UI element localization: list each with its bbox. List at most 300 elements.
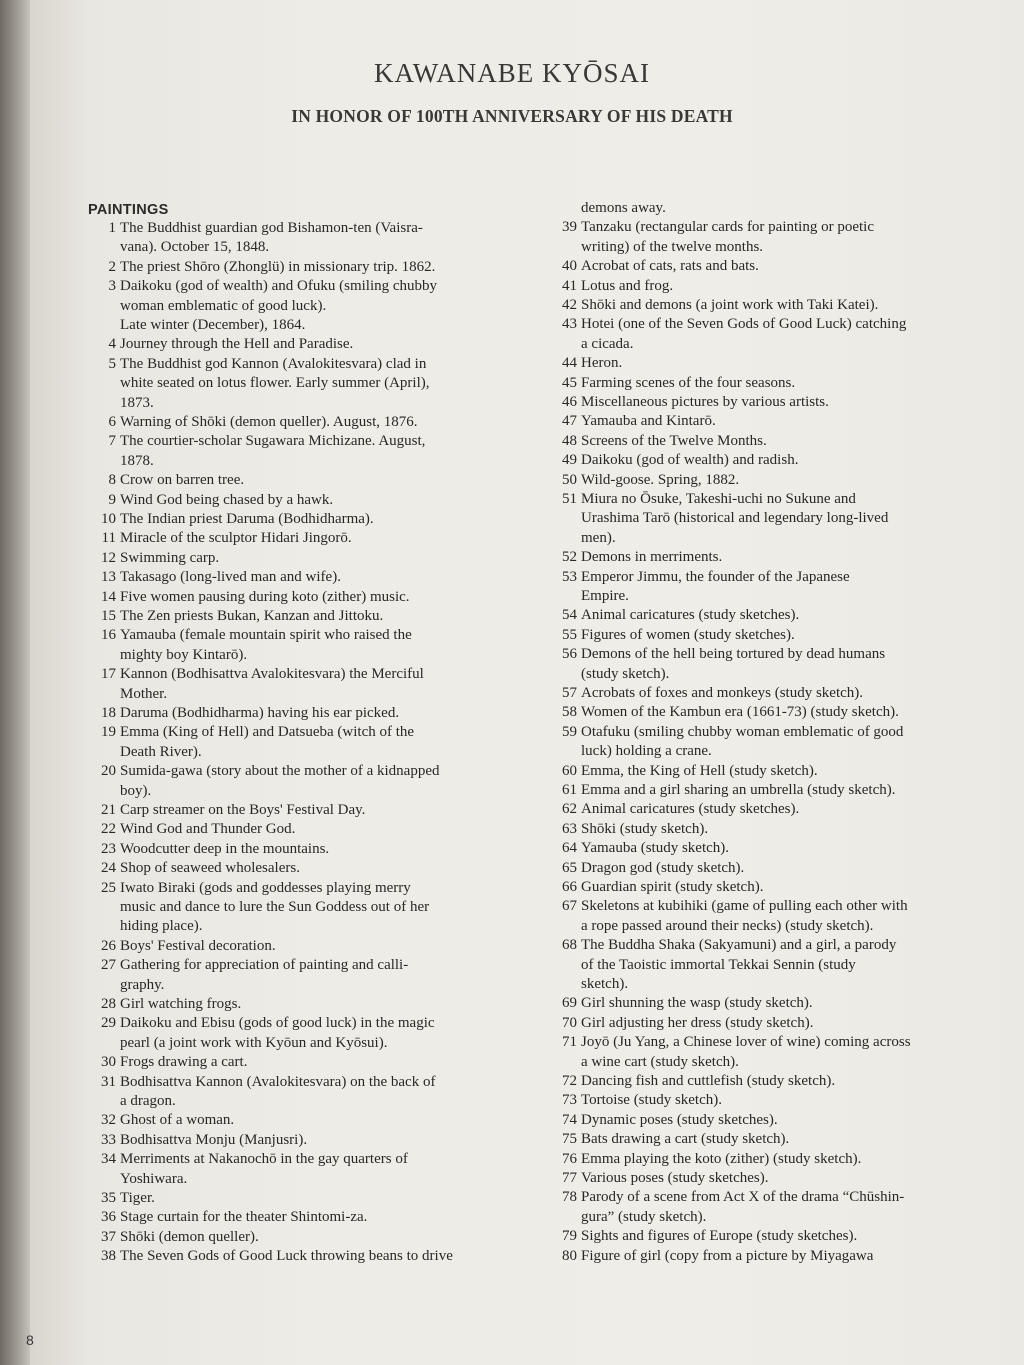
item-text: [581, 1188, 973, 1227]
list-item: [549, 257, 973, 276]
item-number: 63: [562, 820, 577, 837]
item-line: Tortoise (study sketch).: [581, 1092, 723, 1109]
item-text: [581, 820, 973, 839]
page-number: 8: [26, 1332, 34, 1348]
item-number: [549, 199, 581, 218]
item-number: 11: [101, 530, 116, 547]
item-line: (study sketch).: [581, 665, 670, 682]
item-line: Ghost of a woman.: [120, 1112, 235, 1129]
item-line: boy).: [120, 782, 152, 799]
item-text: [581, 703, 973, 722]
item-text: [581, 1033, 973, 1072]
item-text: [581, 412, 973, 431]
item-text: [120, 723, 512, 762]
list-item: [88, 491, 512, 510]
item-line: Iwato Biraki (gods and goddesses playing merry: [120, 879, 411, 896]
item-text: [120, 219, 512, 258]
list-item: [549, 548, 973, 567]
list-item: [88, 820, 512, 839]
list-item: [88, 859, 512, 878]
item-text: [581, 1169, 973, 1188]
item-text: [120, 801, 512, 820]
item-number: 68: [562, 937, 577, 954]
item-line: Miscellaneous pictures by various artists.: [581, 394, 829, 410]
list-item: [88, 801, 512, 820]
item-line: Emma and a girl sharing an umbrella (study sketch).: [581, 782, 896, 798]
item-number: 67: [562, 898, 577, 915]
item-line: Girl watching frogs.: [120, 996, 242, 1012]
item-line: Crow on barren tree.: [120, 472, 245, 489]
item-line: Parody of a scene from Act X of the drama “Chūshin-: [581, 1189, 905, 1206]
item-line: Daikoku (god of wealth) and radish.: [581, 452, 799, 469]
item-text: [120, 820, 512, 839]
item-line: Daruma (Bodhidharma) having his ear picked.: [120, 705, 400, 721]
item-line: Tiger.: [120, 1190, 155, 1206]
item-number: 37: [101, 1228, 116, 1245]
item-line: Journey through the Hell and Paradise.: [120, 336, 354, 353]
list-item: [549, 645, 973, 684]
item-line: Acrobat of cats, rats and bats.: [581, 258, 759, 275]
item-line: Mother.: [120, 685, 168, 702]
item-line: Boys' Festival decoration.: [120, 937, 276, 954]
item-line: white seated on lotus flower. Early summer (April),: [120, 375, 430, 392]
list-item: [88, 1247, 512, 1266]
list-item: [88, 626, 512, 665]
item-text: [581, 315, 973, 354]
list-item: [549, 684, 973, 703]
item-number: 80: [562, 1247, 577, 1264]
item-number: 31: [101, 1073, 116, 1090]
item-text: [120, 995, 512, 1014]
item-number: 44: [562, 355, 577, 372]
list-item: [549, 859, 973, 878]
list-item: [549, 936, 973, 994]
item-text: [581, 199, 973, 218]
item-number: 32: [101, 1112, 116, 1129]
item-number: 59: [562, 723, 577, 740]
item-line: Merriments at Nakanochō in the gay quarters of: [120, 1151, 408, 1168]
item-line: The Seven Gods of Good Luck throwing beans to drive: [120, 1248, 453, 1265]
item-text: [120, 607, 512, 626]
item-line: Shop of seaweed wholesalers.: [120, 860, 300, 877]
list-item: [88, 355, 512, 413]
item-line: Figure of girl (copy from a picture by Miyagawa: [581, 1247, 874, 1264]
list-item: [549, 1227, 973, 1246]
item-number: 65: [562, 859, 577, 876]
item-line: Animal caricatures (study sketches).: [581, 607, 800, 624]
item-line: Skeletons at kubihiki (game of pulling each other with: [581, 898, 908, 915]
item-number: 1: [108, 220, 116, 236]
list-item: [88, 1189, 512, 1208]
item-text: [581, 296, 973, 315]
item-number: 62: [562, 801, 577, 818]
item-text: [120, 1131, 512, 1150]
item-text: [581, 994, 973, 1013]
item-number: 8: [108, 472, 116, 489]
item-line: Death River).: [120, 743, 202, 760]
item-line: mighty boy Kintarō).: [120, 646, 248, 663]
list-item: [88, 432, 512, 471]
item-text: [581, 354, 973, 373]
item-line: music and dance to lure the Sun Goddess out of her: [120, 899, 430, 915]
list-item: [549, 218, 973, 257]
item-line: Hotei (one of the Seven Gods of Good Luck) catching: [581, 316, 907, 333]
item-text: [120, 491, 512, 510]
list-item: [88, 568, 512, 587]
item-line: Joyō (Ju Yang, a Chinese lover of wine) coming across: [581, 1034, 911, 1051]
item-number: 50: [562, 471, 577, 488]
list-item: [88, 665, 512, 704]
item-line: a dragon.: [120, 1093, 176, 1109]
item-text: [581, 762, 973, 781]
item-line: Women of the Kambun era (1661-73) (study sketch).: [581, 704, 899, 721]
item-text: [581, 257, 973, 276]
item-text: [120, 1208, 512, 1227]
list-item: [88, 510, 512, 529]
list-item: [88, 1131, 512, 1150]
item-number: 23: [101, 840, 116, 857]
item-number: 15: [101, 608, 116, 624]
item-number: 40: [562, 258, 577, 275]
item-line: pearl (a joint work with Kyōun and Kyōsui).: [120, 1034, 388, 1051]
item-text: [581, 1014, 973, 1033]
item-line: Bodhisattva Kannon (Avalokitesvara) on the back of: [120, 1073, 436, 1090]
item-number: 58: [562, 704, 577, 721]
item-number: 2: [108, 258, 116, 275]
item-text: [120, 1150, 512, 1189]
list-item: [88, 956, 512, 995]
item-text: [581, 1111, 973, 1130]
item-text: [581, 626, 973, 645]
book-gutter: [0, 0, 30, 1365]
item-line: Late winter (December), 1864.: [120, 317, 306, 333]
item-text: [120, 413, 512, 432]
section-heading: PAINTINGS: [88, 202, 169, 218]
item-number: 41: [562, 277, 577, 294]
item-number: 12: [101, 549, 116, 566]
item-number: 22: [101, 821, 116, 838]
list-item: [88, 1014, 512, 1053]
item-text: [120, 510, 512, 529]
item-line: Carp streamer on the Boys' Festival Day.: [120, 802, 366, 818]
list-item: [549, 1188, 973, 1227]
list-item: [549, 839, 973, 858]
list-item: [88, 549, 512, 568]
list-item: [549, 1072, 973, 1091]
item-line: Emma playing the koto (zither) (study sketch).: [581, 1150, 862, 1167]
list-item: [549, 1130, 973, 1149]
item-number: 77: [562, 1170, 577, 1186]
item-text: [120, 1189, 512, 1208]
item-line: Swimming carp.: [120, 549, 220, 566]
item-number: 36: [101, 1209, 116, 1226]
item-text: [581, 1072, 973, 1091]
list-item: [549, 781, 973, 800]
list-item: [549, 490, 973, 548]
item-number: 78: [562, 1189, 577, 1206]
item-number: 27: [101, 957, 116, 974]
item-line: Yamauba (female mountain spirit who raised the: [120, 627, 412, 644]
item-line: Woodcutter deep in the mountains.: [120, 840, 330, 857]
item-line: Demons of the hell being tortured by dead humans: [581, 646, 886, 663]
item-number: 45: [562, 374, 577, 391]
item-text: [120, 1111, 512, 1130]
item-text: [581, 451, 973, 470]
item-line: Yamauba (study sketch).: [581, 840, 730, 857]
item-text: [120, 568, 512, 587]
item-line: The Indian priest Daruma (Bodhidharma).: [120, 511, 374, 527]
list-item: [88, 704, 512, 723]
item-text: [581, 1091, 973, 1110]
item-text: [581, 1247, 973, 1266]
item-line: Various poses (study sketches).: [581, 1170, 769, 1186]
item-line: a rope passed around their necks) (study sketch).: [581, 917, 874, 934]
item-number: 10: [101, 511, 116, 527]
item-line: Kannon (Bodhisattva Avalokitesvara) the Merciful: [120, 666, 424, 683]
list-item: [549, 568, 973, 607]
list-item: [549, 451, 973, 470]
item-number: 64: [562, 840, 577, 857]
item-text: [581, 277, 973, 296]
item-number: 71: [562, 1034, 577, 1051]
item-text: [120, 588, 512, 607]
item-number: 9: [108, 491, 116, 508]
list-item: [549, 315, 973, 354]
item-number: 43: [562, 316, 577, 333]
item-number: 55: [562, 626, 577, 643]
item-line: Bodhisattva Monju (Manjusri).: [120, 1131, 308, 1148]
item-number: 35: [101, 1190, 116, 1206]
item-line: Emma, the King of Hell (study sketch).: [581, 762, 818, 779]
item-line: Dynamic poses (study sketches).: [581, 1111, 778, 1128]
item-number: 34: [101, 1151, 116, 1168]
list-item: [549, 762, 973, 781]
item-text: [581, 432, 973, 451]
list-item: [549, 1247, 973, 1266]
item-line: sketch).: [581, 976, 629, 992]
list-item: [88, 277, 512, 335]
item-text: [120, 1247, 512, 1266]
item-text: [581, 1130, 973, 1149]
list-item: [549, 471, 973, 490]
item-text: [120, 762, 512, 801]
item-text: [120, 529, 512, 548]
list-item: [88, 1208, 512, 1227]
list-item: [549, 1033, 973, 1072]
item-number: 52: [562, 549, 577, 566]
item-line: Sumida-gawa (story about the mother of a kidnapped: [120, 763, 440, 780]
list-item: [549, 432, 973, 451]
item-number: 33: [101, 1131, 116, 1148]
item-line: Frogs drawing a cart.: [120, 1054, 248, 1071]
item-line: Wild-goose. Spring, 1882.: [581, 471, 740, 488]
item-line: gura” (study sketch).: [581, 1208, 707, 1225]
item-number: 26: [101, 937, 116, 954]
list-item: [88, 879, 512, 937]
item-line: Yamauba and Kintarō.: [581, 413, 716, 430]
item-number: 3: [108, 278, 116, 295]
item-text: [581, 374, 973, 393]
list-item: [88, 607, 512, 626]
item-line: 1878.: [120, 452, 154, 469]
item-line: luck) holding a crane.: [581, 743, 712, 760]
item-line: Takasago (long-lived man and wife).: [120, 569, 341, 586]
item-line: Daikoku and Ebisu (gods of good luck) in the magic: [120, 1015, 435, 1032]
item-line: Acrobats of foxes and monkeys (study sketch).: [581, 685, 864, 701]
item-line: Gathering for appreciation of painting and calli-: [120, 957, 409, 974]
item-text: [581, 1150, 973, 1169]
item-number: 74: [562, 1111, 577, 1128]
item-text: [581, 897, 973, 936]
item-text: [120, 704, 512, 723]
list-item: [88, 529, 512, 548]
item-line: Emperor Jimmu, the founder of the Japanese: [581, 568, 850, 585]
item-number: 21: [101, 802, 116, 818]
item-line: The courtier-scholar Sugawara Michizane. August,: [120, 433, 426, 450]
item-line: The Buddha Shaka (Sakyamuni) and a girl, a parody: [581, 937, 897, 954]
item-text: [581, 684, 973, 703]
item-line: 1873.: [120, 394, 154, 411]
item-line: The Buddhist god Kannon (Avalokitesvara) clad in: [120, 355, 427, 372]
list-item: [549, 1111, 973, 1130]
list-item: [549, 1150, 973, 1169]
item-text: [581, 490, 973, 548]
item-line: Heron.: [581, 355, 623, 372]
list-item: [88, 762, 512, 801]
list-item: [88, 1150, 512, 1189]
item-number: 38: [101, 1248, 116, 1265]
item-text: [581, 471, 973, 490]
list-item: [549, 1091, 973, 1110]
item-text: [120, 258, 512, 277]
item-line: Shōki (demon queller).: [120, 1228, 259, 1245]
list-item: [549, 277, 973, 296]
item-number: 79: [562, 1228, 577, 1245]
item-line: Lotus and frog.: [581, 277, 674, 294]
item-text: [581, 393, 973, 412]
item-line: Shōki and demons (a joint work with Taki Katei).: [581, 297, 879, 313]
list-item: [88, 471, 512, 490]
list-item: [549, 412, 973, 431]
item-number: 24: [101, 860, 116, 877]
item-line: writing) of the twelve months.: [581, 238, 764, 255]
item-text: [581, 781, 973, 800]
item-text: [120, 335, 512, 354]
item-number: 72: [562, 1073, 577, 1089]
list-item: [88, 413, 512, 432]
list-item: [88, 1053, 512, 1072]
item-number: 57: [562, 685, 577, 701]
item-text: [120, 665, 512, 704]
item-number: 46: [562, 394, 577, 410]
item-number: 13: [101, 569, 116, 586]
list-item: [549, 374, 973, 393]
item-text: [120, 1053, 512, 1072]
item-line: Girl shunning the wasp (study sketch).: [581, 995, 813, 1012]
item-line: woman emblematic of good luck).: [120, 297, 327, 314]
item-number: 60: [562, 762, 577, 779]
list-item: [88, 219, 512, 258]
item-number: 28: [101, 996, 116, 1012]
item-text: [581, 645, 973, 684]
item-number: 39: [562, 219, 577, 236]
item-line: Girl adjusting her dress (study sketch).: [581, 1014, 814, 1031]
item-line: Sights and figures of Europe (study sketches).: [581, 1228, 858, 1245]
item-number: 7: [108, 433, 116, 450]
item-line: Stage curtain for the theater Shintomi-za.: [120, 1209, 368, 1226]
list-item: [549, 820, 973, 839]
item-line: Empire.: [581, 588, 629, 604]
item-line: Guardian spirit (study sketch).: [581, 879, 764, 895]
list-item: [549, 199, 973, 218]
list-item: [549, 354, 973, 373]
list-item: [549, 878, 973, 897]
list-item: [549, 296, 973, 315]
item-line: Dragon god (study sketch).: [581, 859, 745, 876]
list-item: [88, 258, 512, 277]
list-item: [88, 937, 512, 956]
item-line: demons away.: [581, 200, 666, 216]
item-number: 17: [101, 666, 116, 683]
item-text: [120, 471, 512, 490]
item-number: 73: [562, 1092, 577, 1109]
list-item: [88, 995, 512, 1014]
item-text: [581, 839, 973, 858]
item-number: 47: [562, 413, 577, 430]
item-text: [120, 1073, 512, 1112]
list-item: [88, 335, 512, 354]
item-line: men).: [581, 529, 616, 546]
item-line: hiding place).: [120, 918, 203, 935]
item-line: a cicada.: [581, 335, 634, 352]
item-line: Farming scenes of the four seasons.: [581, 374, 796, 391]
item-line: Bats drawing a cart (study sketch).: [581, 1131, 790, 1148]
item-text: [581, 606, 973, 625]
item-text: [120, 432, 512, 471]
item-text: [581, 936, 973, 994]
item-number: 16: [101, 627, 116, 644]
item-text: [120, 840, 512, 859]
item-number: 76: [562, 1150, 577, 1167]
list-item: [549, 606, 973, 625]
item-line: Animal caricatures (study sketches).: [581, 801, 800, 818]
item-line: Urashima Tarō (historical and legendary long-lived: [581, 510, 889, 527]
list-item: [549, 393, 973, 412]
item-number: 56: [562, 646, 577, 663]
item-text: [581, 218, 973, 257]
item-text: [120, 626, 512, 665]
item-line: Miracle of the sculptor Hidari Jingorō.: [120, 530, 352, 547]
item-number: 51: [562, 491, 577, 507]
item-text: [120, 277, 512, 335]
item-line: Shōki (study sketch).: [581, 820, 709, 837]
item-text: [120, 956, 512, 995]
item-text: [581, 859, 973, 878]
item-number: 69: [562, 995, 577, 1012]
item-text: [581, 800, 973, 819]
list-item: [549, 723, 973, 762]
list-item: [88, 588, 512, 607]
item-number: 42: [562, 297, 577, 313]
item-number: 20: [101, 763, 116, 780]
list-item: [549, 994, 973, 1013]
item-number: 4: [108, 336, 116, 353]
item-number: 6: [108, 414, 116, 430]
item-text: [120, 355, 512, 413]
item-text: [120, 549, 512, 568]
item-number: 53: [562, 568, 577, 585]
list-item: [549, 703, 973, 722]
